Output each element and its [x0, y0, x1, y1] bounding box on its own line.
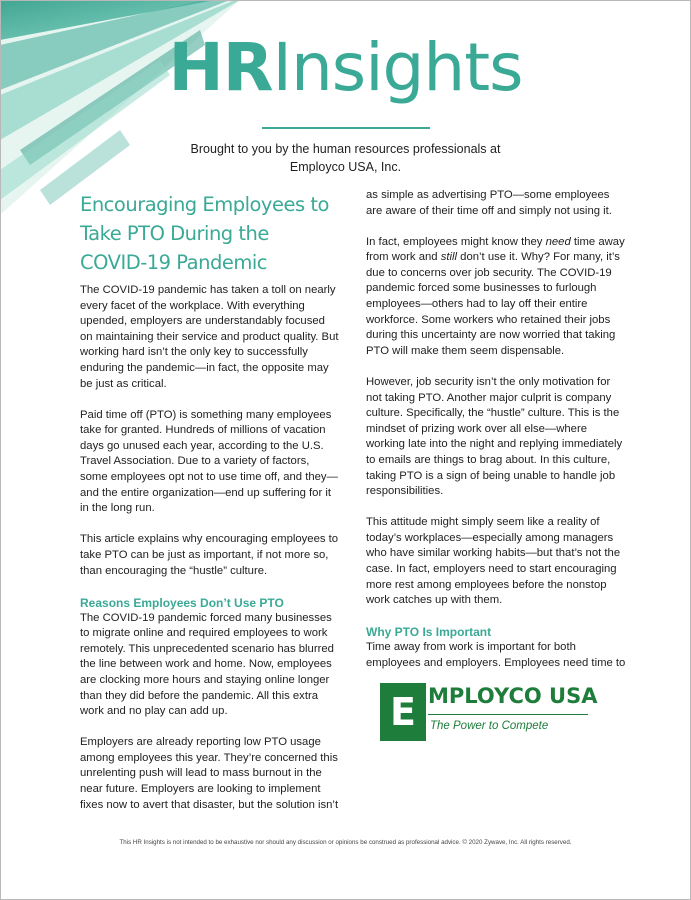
emphasis-still: still [440, 251, 458, 264]
paragraph: Employers are already reporting low PTO usage among employees this year. They’re concerned this unrelenting push will lead to mass burnout in the near future. Employers are looking to implement fixes now to avert that disaster, but the solution isn’t [80, 736, 339, 811]
subheading-why-pto: Why PTO Is Important [366, 625, 492, 640]
paragraph-text: time away from work and [366, 235, 625, 264]
paragraph-text: don’t use it. Why? For many, it’s due to concerns over job security. The COVID-19 pandemic forced some businesses to furlough employees—others had to lay off their entire workforce. Some workers who retained their jobs during this uncertainty are now worried that taking PTO will make them seem dispensable. [366, 251, 620, 357]
masthead-title-hr: HR [168, 29, 273, 106]
paragraph: Paid time off (PTO) is something many employees take for granted. Hundreds of millions of vacation days go unused each year, according to the U.S. Travel Association. Due to a variety of factors, some employees opt not to use time off, and they—and the entire organization—end up suffering for it in the long run. [80, 408, 338, 515]
logo-name: MPLOYCO USA [428, 684, 598, 708]
masthead-title-insights: Insights [272, 29, 523, 106]
paragraph: This attitude might simply seem like a reality of today’s workplaces—especially among managers who have similar working habits—but that’s not the case. In fact, employers need to start encouraging more rest among employees before the nonstop work catches up with them. [366, 516, 621, 607]
logo-letter-box: E [380, 683, 426, 741]
paragraph: as simple as advertising PTO—some employees are aware of their time off and simply not using it. [366, 189, 612, 217]
masthead-title [0, 28, 691, 108]
paragraph [366, 235, 626, 360]
logo-divider [428, 714, 588, 715]
paragraph-text: In fact, employees might know they [366, 235, 546, 248]
footer-disclaimer: This HR Insights is not intended to be exhaustive nor should any discussion or opinions be construed as professional advice. © 2020 Zywave, Inc. All rights reserved. [119, 839, 572, 846]
emphasis-need: need [545, 235, 571, 248]
article-column-right [366, 188, 626, 687]
paragraph: However, job security isn’t the only motivation for not taking PTO. Another major culprit is company culture. Specifically, the “hustle” culture. This is the mindset of prizing work over all else—where working late into the night and replying immediately to emails are things to brag about. In this culture, taking PTO is a sign of being unable to handle job responsibilities. [366, 375, 623, 498]
byline-text: Brought to you by the human resources professionals at [190, 142, 501, 156]
logo-tagline: The Power to Compete [430, 720, 549, 732]
paragraph: Time away from work is important for both employees and employers. Employees need time to [366, 641, 626, 669]
paragraph: The COVID-19 pandemic forced many businesses to migrate online and required employees to work remotely. This unprecedented scenario has blurred the line between work and home. Now, employees are clocking more hours and staying online longer than they did before the pandemic. All this extra work and no play can add up. [80, 611, 334, 718]
byline [0, 140, 691, 176]
byline-company: Employco USA, Inc. [289, 160, 402, 174]
article-headline: Encouraging Employees to Take PTO During the COVID-19 Pandemic [80, 193, 329, 274]
masthead-divider [262, 127, 430, 129]
subheading-reasons: Reasons Employees Don’t Use PTO [80, 595, 284, 610]
article-column-left [80, 188, 340, 829]
employco-logo [380, 683, 598, 741]
paragraph: The COVID-19 pandemic has taken a toll on nearly every facet of the workplace. With everything upended, employers are understandably focused on maintaining their service and product quality. But working hard isn’t the only key to successfully enduring the pandemic—in fact, the opposite may be just as critical. [80, 284, 339, 390]
paragraph: This article explains why encouraging employees to take PTO can be just as important, if not more so, than encouraging the “hustle” culture. [80, 533, 339, 577]
